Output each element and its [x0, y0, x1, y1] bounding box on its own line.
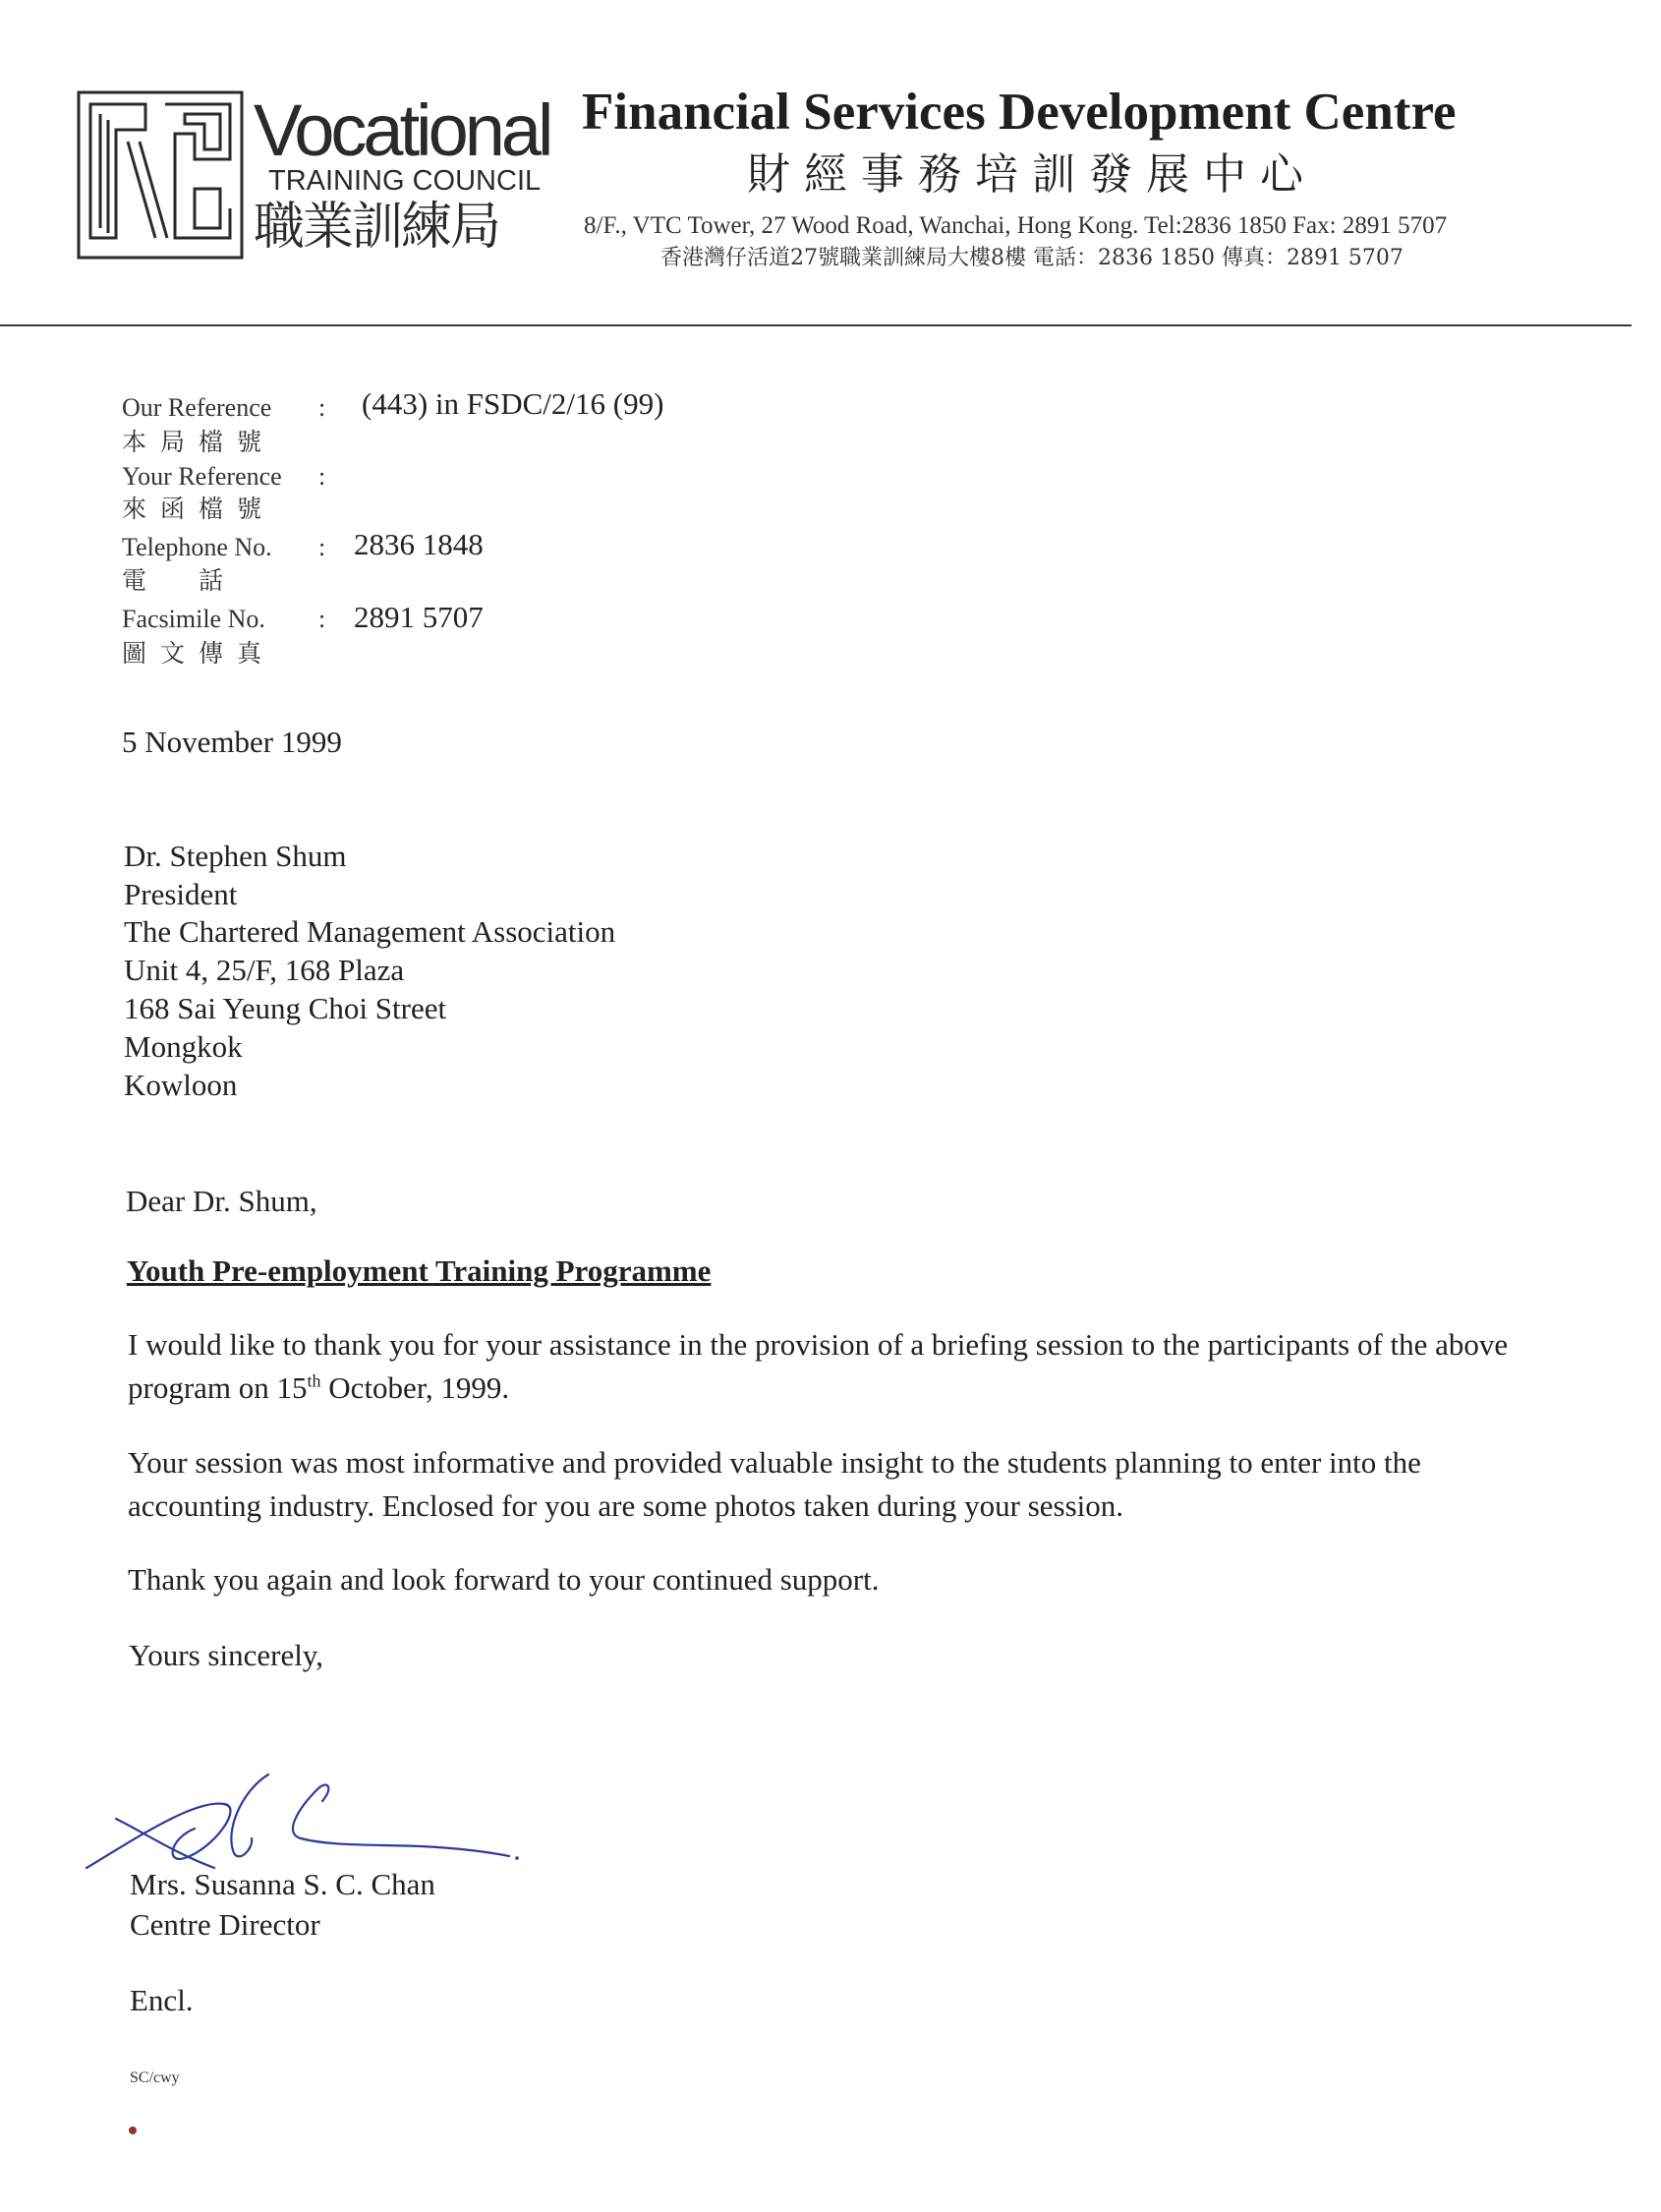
centre-name-zh: 財經事務培訓發展中心	[747, 149, 1317, 200]
your-ref-zh: 來函檔號	[122, 495, 276, 523]
paragraph-1-superscript: th	[307, 1370, 321, 1391]
salutation: Dear Dr. Shum,	[126, 1184, 317, 1218]
ink-speck	[129, 2126, 137, 2134]
fax-colon: :	[318, 605, 326, 633]
paragraph-1-text-end: October, 1999.	[320, 1370, 510, 1405]
enclosure-note: Encl.	[130, 1983, 194, 2017]
tel-label: Telephone No.	[122, 533, 272, 561]
recipient-org: The Chartered Management Association	[124, 914, 616, 949]
recipient-name: Dr. Stephen Shum	[124, 839, 347, 873]
recipient-addr-2: 168 Sai Yeung Choi Street	[124, 991, 447, 1025]
vtc-subtitle: TRAINING COUNCIL	[268, 165, 542, 197]
our-ref-zh: 本局檔號	[122, 428, 276, 456]
address-zh: 香港灣仔活道27號職業訓練局大樓8樓 電話：2836 1850 傳真：2891 5707	[660, 246, 1403, 270]
letter-date: 5 November 1999	[122, 725, 342, 759]
address-en: 8/F., VTC Tower, 27 Wood Road, Wanchai, Hong Kong. Tel:2836 1850 Fax: 2891 5707	[584, 212, 1448, 239]
vtc-name-zh: 職業訓練局	[254, 198, 500, 257]
signer-name: Mrs. Susanna S. C. Chan	[130, 1867, 435, 1901]
vtc-logo-icon	[77, 90, 244, 260]
recipient-addr-4: Kowloon	[124, 1068, 238, 1102]
signature-icon	[77, 1760, 529, 1878]
your-ref-label: Your Reference	[122, 462, 282, 491]
vtc-name-en: Vocational	[254, 89, 550, 171]
tel-zh: 電 話	[122, 566, 238, 595]
our-ref-value: (443) in FSDC/2/16 (99)	[362, 386, 664, 421]
typist-initials: SC/cwy	[130, 2069, 180, 2086]
tel-value: 2836 1848	[354, 527, 484, 561]
recipient-addr-1: Unit 4, 25/F, 168 Plaza	[124, 953, 405, 987]
fax-zh: 圖文傳真	[122, 639, 276, 668]
your-ref-colon: :	[318, 462, 326, 491]
header-divider	[0, 324, 1632, 326]
recipient-addr-3: Mongkok	[124, 1029, 243, 1064]
signer-title: Centre Director	[130, 1907, 320, 1942]
our-ref-colon: :	[318, 393, 326, 422]
fax-value: 2891 5707	[354, 600, 484, 634]
paragraph-1-text: I would like to thank you for your assistance in the provision of a briefing session to the participants of the above program on 15	[128, 1327, 1509, 1405]
recipient-title: President	[124, 877, 238, 911]
centre-name-en: Financial Services Development Centre	[582, 84, 1457, 141]
paragraph-2: Your session was most informative and provided valuable insight to the students planning to enter into the accounting industry. Enclosed for you are some photos taken during your session.	[128, 1445, 1421, 1523]
subject-line: Youth Pre-employment Training Programme	[127, 1253, 712, 1288]
closing: Yours sincerely,	[129, 1638, 324, 1672]
tel-colon: :	[318, 533, 326, 561]
paragraph-3: Thank you again and look forward to your continued support.	[128, 1562, 880, 1597]
fax-label: Facsimile No.	[122, 605, 265, 633]
our-ref-label: Our Reference	[122, 393, 272, 422]
paragraph-1	[128, 1323, 1523, 1410]
